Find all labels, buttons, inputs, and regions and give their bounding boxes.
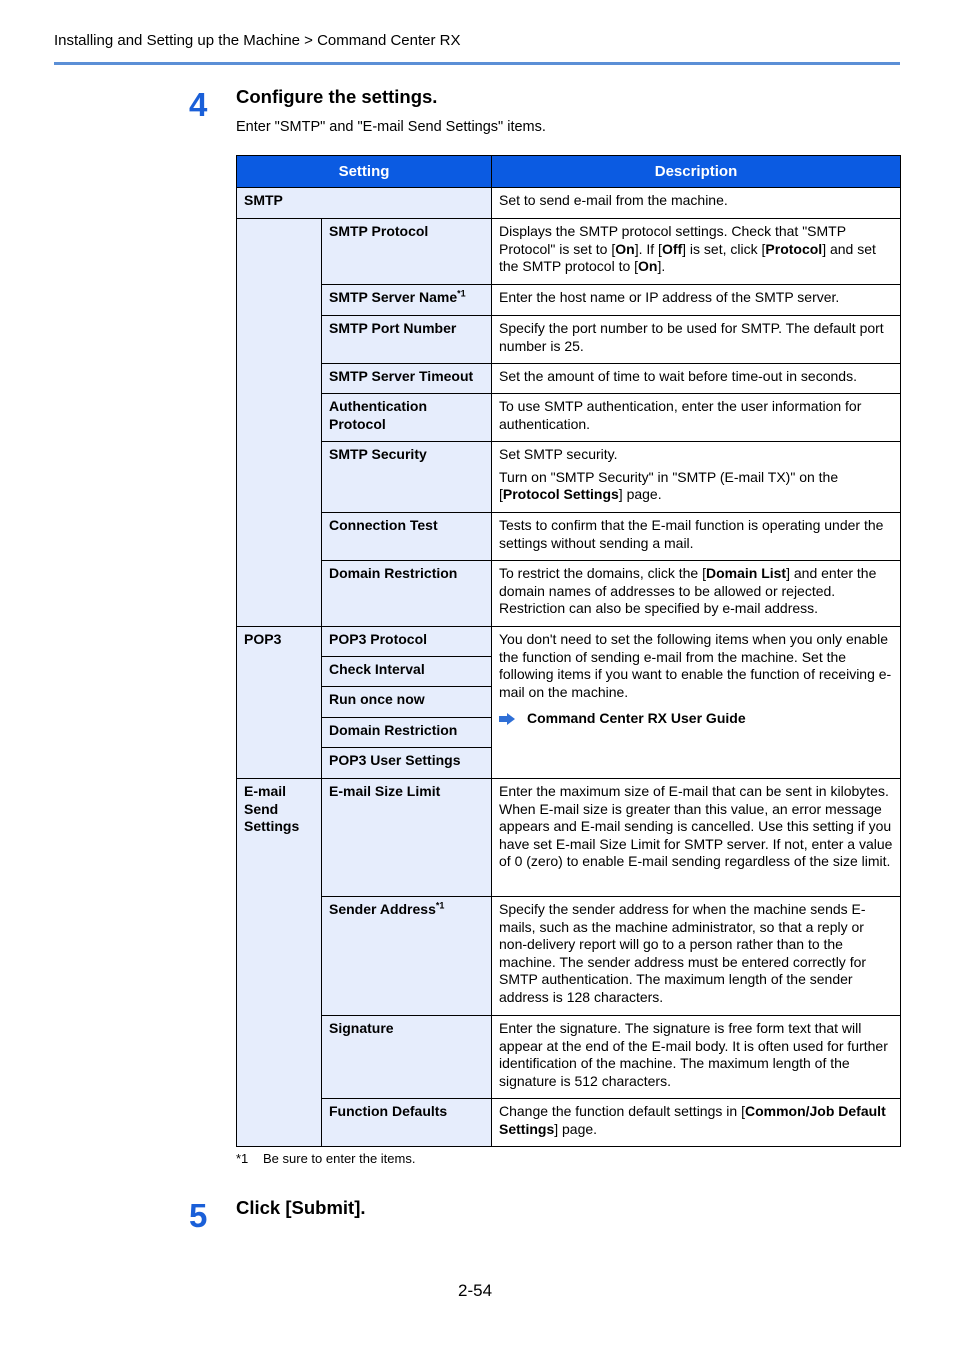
description-cell: Enter the maximum size of E-mail that can be sent in kilobytes. When E-mail size is greater than this value, an error message appears and E-mail sending is cancelled. Use this setting if you have set E-mail Size Limit for SMTP server. If not, enter a value of 0 (zero) to enable E-mail sending regardless of the size limit. (492, 779, 901, 897)
reference-label: Command Center RX User Guide (527, 710, 746, 727)
description-cell: Displays the SMTP protocol settings. Check that "SMTP Protocol" is set to [On]. If [Off] is set, click [Protocol] and set the SMTP protocol to [On]. (492, 219, 901, 285)
column-header-setting: Setting (237, 156, 492, 188)
description-line: Turn on "SMTP Security" in "SMTP (E-mail TX)" on the [Protocol Settings] page. (499, 468, 839, 503)
arrow-right-icon (499, 713, 515, 725)
page-number: 2-54 (458, 1281, 493, 1300)
category-pop3: POP3 (237, 627, 322, 779)
footnote-text: Be sure to enter the items. (263, 1151, 416, 1166)
description-line: Set SMTP security. (499, 446, 618, 462)
setting-cell: SMTP Protocol (322, 219, 492, 285)
breadcrumb: Installing and Setting up the Machine > Command Center RX (54, 32, 461, 49)
table-row (237, 219, 901, 285)
table-row (237, 442, 901, 513)
column-header-description: Description (492, 156, 901, 188)
table-row (237, 394, 901, 442)
table-row (237, 561, 901, 627)
setting-cell: Function Defaults (322, 1099, 492, 1147)
category-email-send-settings: E-mail Send Settings (237, 779, 322, 1147)
setting-cell: SMTP Security (322, 442, 492, 513)
step-number: 5 (189, 1197, 208, 1234)
header-divider (54, 62, 900, 65)
table-row (237, 364, 901, 394)
description-cell: Enter the signature. The signature is free form text that will appear at the end of the E-mail body. It is often used for further identification of the machine. The maximum length of the signature is 512 characters. (492, 1016, 901, 1099)
table-row (237, 188, 901, 219)
step-number: 4 (189, 86, 208, 123)
description-line: You don't need to set the following items when you only enable the function of sending e-mail from the machine. Set the following items if you want to enable the function of receiving e-mail on the machine. (499, 631, 892, 700)
setting-cell: Domain Restriction (322, 561, 492, 627)
setting-cell: Run once now (322, 687, 492, 718)
category-cell (237, 219, 322, 627)
footnote (236, 1151, 415, 1166)
category-smtp: SMTP (237, 188, 492, 219)
setting-label: Sender Address (329, 901, 436, 917)
footnote-mark: *1 (236, 1151, 249, 1166)
description-cell (492, 442, 901, 513)
setting-cell: Authentication Protocol (322, 394, 492, 442)
footnote-marker: *1 (457, 288, 466, 299)
description-cell: Enter the host name or IP address of the SMTP server. (492, 285, 901, 316)
table-row (237, 285, 901, 316)
setting-cell: Signature (322, 1016, 492, 1099)
table-row (237, 779, 901, 897)
description-cell: Set to send e-mail from the machine. (492, 188, 901, 219)
table-row (237, 1099, 901, 1147)
setting-cell (322, 897, 492, 1016)
table-row (237, 316, 901, 364)
setting-cell: Connection Test (322, 513, 492, 561)
table-row (237, 513, 901, 561)
description-cell: To use SMTP authentication, enter the user information for authentication. (492, 394, 901, 442)
setting-cell: SMTP Port Number (322, 316, 492, 364)
table-row (237, 1016, 901, 1099)
description-cell: To restrict the domains, click the [Domain List] and enter the domain names of addresses to be allowed or rejected. Restriction can also be specified by e-mail address. (492, 561, 901, 627)
setting-cell: Check Interval (322, 657, 492, 687)
step-title: Configure the settings. (236, 86, 438, 107)
setting-cell: Domain Restriction (322, 718, 492, 748)
setting-cell (322, 285, 492, 316)
step-intro: Enter "SMTP" and "E-mail Send Settings" items. (236, 119, 546, 135)
setting-cell: SMTP Server Timeout (322, 364, 492, 394)
description-cell: Set the amount of time to wait before time-out in seconds. (492, 364, 901, 394)
table-header-row (237, 156, 901, 188)
description-cell: Specify the port number to be used for SMTP. The default port number is 25. (492, 316, 901, 364)
setting-cell: E-mail Size Limit (322, 779, 492, 897)
setting-cell: POP3 Protocol (322, 627, 492, 657)
description-cell (492, 627, 901, 779)
reference-link[interactable] (499, 710, 893, 728)
description-cell: Change the function default settings in [Common/Job Default Settings] page. (492, 1099, 901, 1147)
settings-table (236, 155, 901, 1147)
footnote-marker: *1 (435, 900, 445, 911)
description-cell: Specify the sender address for when the machine sends E-mails, such as the machine administrator, so that a reply or non-delivery report will go to a person rather than to the machine. The sender address must be entered correctly for SMTP authentication. The maximum length of the sender address is 128 characters. (492, 897, 901, 1016)
setting-cell: POP3 User Settings (322, 748, 492, 779)
table-row (237, 627, 901, 657)
description-cell: Tests to confirm that the E-mail function is operating under the settings without sending a mail. (492, 513, 901, 561)
setting-label: SMTP Server Name (329, 289, 458, 305)
step-title: Click [Submit]. (236, 1197, 366, 1218)
table-row (237, 897, 901, 1016)
